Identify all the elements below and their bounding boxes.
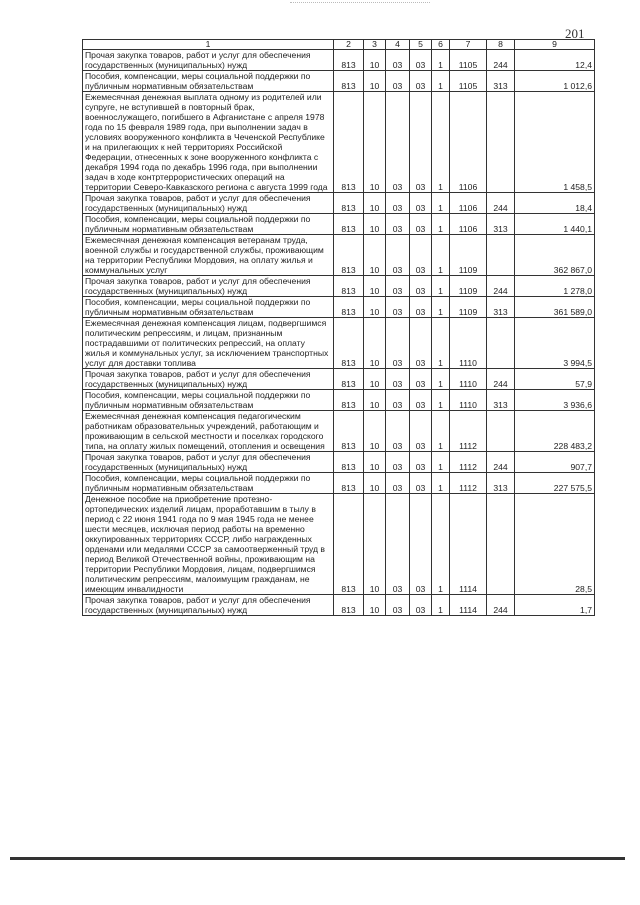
- column-header-1: 1: [83, 40, 334, 50]
- column-header-3: 3: [364, 40, 386, 50]
- row-description: Денежное пособие на приобретение протезно-ортопедических изделий лицам, проработавшим в тылу в период с 22 июня 1941 года по 9 мая 1945 года не менее шести месяцев, исключая период работы на временно оккупированных территориях СССР, либо награжденных орденами или медалями СССР за самоотверженный труд в период Великой Отечественной войны, проживающим на территории Республики Мордовия, лицам, подвергшимся политическим репрессиям, малоимущим гражданам, не имеющим инвалидности: [83, 494, 334, 595]
- row-description: Пособия, компенсации, меры социальной поддержки по публичным нормативным обязательствам: [83, 214, 334, 235]
- row-code-c4: 03: [386, 369, 410, 390]
- table-row: [83, 297, 595, 318]
- row-code-c6: 1: [432, 452, 450, 473]
- row-code-c5: 03: [410, 193, 432, 214]
- row-code-c4: 03: [386, 92, 410, 193]
- column-header-4: 4: [386, 40, 410, 50]
- table-row: [83, 50, 595, 71]
- table-row: [83, 473, 595, 494]
- row-code-c7: 1110: [450, 318, 487, 369]
- row-code-c5: 03: [410, 411, 432, 452]
- column-header-2: 2: [334, 40, 364, 50]
- row-code-c8: 244: [487, 276, 515, 297]
- row-code-c3: 10: [364, 452, 386, 473]
- row-code-c5: 03: [410, 297, 432, 318]
- row-description: Прочая закупка товаров, работ и услуг для обеспечения государственных (муниципальных) нужд: [83, 369, 334, 390]
- row-code-c7: 1114: [450, 494, 487, 595]
- table-row: [83, 390, 595, 411]
- table-row: [83, 452, 595, 473]
- row-code-c4: 03: [386, 276, 410, 297]
- row-code-c7: 1110: [450, 369, 487, 390]
- row-description: Прочая закупка товаров, работ и услуг для обеспечения государственных (муниципальных) нужд: [83, 595, 334, 616]
- row-code-c3: 10: [364, 92, 386, 193]
- row-code-c3: 10: [364, 369, 386, 390]
- row-code-c2: 813: [334, 276, 364, 297]
- row-code-c6: 1: [432, 411, 450, 452]
- row-code-c2: 813: [334, 494, 364, 595]
- row-code-c3: 10: [364, 214, 386, 235]
- row-code-c8: [487, 235, 515, 276]
- row-code-c5: 03: [410, 494, 432, 595]
- row-code-c2: 813: [334, 390, 364, 411]
- row-code-c5: 03: [410, 92, 432, 193]
- row-amount: 1 278,0: [515, 276, 595, 297]
- row-code-c8: 313: [487, 214, 515, 235]
- table-body: [83, 50, 595, 616]
- row-code-c6: 1: [432, 318, 450, 369]
- row-code-c2: 813: [334, 369, 364, 390]
- row-code-c7: 1105: [450, 71, 487, 92]
- row-description: Прочая закупка товаров, работ и услуг для обеспечения государственных (муниципальных) нужд: [83, 452, 334, 473]
- row-code-c5: 03: [410, 71, 432, 92]
- row-description: Ежемесячная денежная компенсация лицам, подвергшимся политическим репрессиям, и лицам, признанным пострадавшими от политических репрессий, на оплату жилья и коммунальных услуг, за исключением транспортных услуг для доставки топлива: [83, 318, 334, 369]
- row-amount: 361 589,0: [515, 297, 595, 318]
- row-code-c5: 03: [410, 390, 432, 411]
- row-code-c3: 10: [364, 473, 386, 494]
- row-amount: 57,9: [515, 369, 595, 390]
- table-row: [83, 276, 595, 297]
- row-code-c4: 03: [386, 390, 410, 411]
- row-code-c6: 1: [432, 595, 450, 616]
- row-code-c6: 1: [432, 193, 450, 214]
- table-row: [83, 92, 595, 193]
- row-code-c7: 1106: [450, 214, 487, 235]
- row-code-c6: 1: [432, 473, 450, 494]
- row-code-c2: 813: [334, 411, 364, 452]
- row-description: Пособия, компенсации, меры социальной поддержки по публичным нормативным обязательствам: [83, 390, 334, 411]
- row-code-c2: 813: [334, 214, 364, 235]
- row-code-c6: 1: [432, 276, 450, 297]
- table-row: [83, 71, 595, 92]
- row-code-c6: 1: [432, 494, 450, 595]
- row-description: Ежемесячная денежная компенсация ветеранам труда, военной службы и государственной службы, проживающим на территории Республики Мордовия, на оплату жилья и коммунальных услуг: [83, 235, 334, 276]
- row-code-c7: 1109: [450, 235, 487, 276]
- scan-artifact: [290, 2, 430, 4]
- row-code-c4: 03: [386, 214, 410, 235]
- row-code-c6: 1: [432, 369, 450, 390]
- row-description: Прочая закупка товаров, работ и услуг для обеспечения государственных (муниципальных) нужд: [83, 50, 334, 71]
- row-code-c5: 03: [410, 595, 432, 616]
- row-code-c2: 813: [334, 50, 364, 71]
- table-row: [83, 411, 595, 452]
- row-code-c2: 813: [334, 452, 364, 473]
- row-code-c8: 244: [487, 193, 515, 214]
- row-code-c4: 03: [386, 452, 410, 473]
- page-number: 201: [565, 26, 585, 41]
- column-header-6: 6: [432, 40, 450, 50]
- row-code-c3: 10: [364, 595, 386, 616]
- row-code-c8: 313: [487, 473, 515, 494]
- row-code-c8: 244: [487, 595, 515, 616]
- row-amount: 228 483,2: [515, 411, 595, 452]
- table-row: [83, 318, 595, 369]
- row-code-c2: 813: [334, 71, 364, 92]
- row-code-c4: 03: [386, 473, 410, 494]
- row-code-c7: 1109: [450, 297, 487, 318]
- row-description: Прочая закупка товаров, работ и услуг для обеспечения государственных (муниципальных) нужд: [83, 276, 334, 297]
- table-row: [83, 595, 595, 616]
- row-amount: 3 936,6: [515, 390, 595, 411]
- row-code-c8: [487, 494, 515, 595]
- row-amount: 1,7: [515, 595, 595, 616]
- row-amount: 227 575,5: [515, 473, 595, 494]
- row-code-c7: 1110: [450, 390, 487, 411]
- row-code-c6: 1: [432, 71, 450, 92]
- row-description: Прочая закупка товаров, работ и услуг для обеспечения государственных (муниципальных) нужд: [83, 193, 334, 214]
- row-code-c6: 1: [432, 390, 450, 411]
- column-header-7: 7: [450, 40, 487, 50]
- row-description: Пособия, компенсации, меры социальной поддержки по публичным нормативным обязательствам: [83, 71, 334, 92]
- row-code-c3: 10: [364, 494, 386, 595]
- row-code-c5: 03: [410, 214, 432, 235]
- row-code-c4: 03: [386, 50, 410, 71]
- row-code-c8: 313: [487, 71, 515, 92]
- row-code-c2: 813: [334, 595, 364, 616]
- row-code-c3: 10: [364, 390, 386, 411]
- row-code-c8: 244: [487, 50, 515, 71]
- row-code-c2: 813: [334, 318, 364, 369]
- row-code-c7: 1112: [450, 411, 487, 452]
- row-code-c5: 03: [410, 452, 432, 473]
- row-code-c2: 813: [334, 235, 364, 276]
- bottom-rule: [10, 857, 625, 860]
- row-description: Ежемесячная денежная выплата одному из родителей или супруге, не вступившей в повторный брак, военнослужащего, погибшего в Афганистане с апреля 1978 года по 15 февраля 1989 года, при выполнении задач в условиях вооруженного конфликта в Чеченской Республике и на прилегающих к ней территориях Российской Федерации, отнесенных к зоне вооруженного конфликта с декабря 1994 года по декабрь 1996 года, при выполнении задач в ходе контртеррористических операций на территории Северо-Кавказского региона с августа 1999 года: [83, 92, 334, 193]
- row-code-c6: 1: [432, 235, 450, 276]
- row-code-c6: 1: [432, 92, 450, 193]
- row-code-c8: 313: [487, 297, 515, 318]
- row-code-c3: 10: [364, 50, 386, 71]
- row-code-c8: 244: [487, 369, 515, 390]
- row-amount: 1 012,6: [515, 71, 595, 92]
- row-code-c3: 10: [364, 193, 386, 214]
- row-code-c4: 03: [386, 71, 410, 92]
- table-row: [83, 214, 595, 235]
- row-amount: 12,4: [515, 50, 595, 71]
- column-header-9: 9: [515, 40, 595, 50]
- row-code-c5: 03: [410, 276, 432, 297]
- row-code-c7: 1112: [450, 452, 487, 473]
- row-code-c6: 1: [432, 50, 450, 71]
- row-code-c2: 813: [334, 297, 364, 318]
- row-code-c3: 10: [364, 276, 386, 297]
- row-code-c4: 03: [386, 318, 410, 369]
- row-code-c4: 03: [386, 235, 410, 276]
- table-row: [83, 494, 595, 595]
- row-code-c5: 03: [410, 50, 432, 71]
- row-code-c5: 03: [410, 473, 432, 494]
- row-code-c8: [487, 92, 515, 193]
- row-code-c3: 10: [364, 411, 386, 452]
- row-code-c3: 10: [364, 235, 386, 276]
- row-amount: 3 994,5: [515, 318, 595, 369]
- row-code-c6: 1: [432, 214, 450, 235]
- row-code-c7: 1114: [450, 595, 487, 616]
- table-row: [83, 193, 595, 214]
- row-code-c8: [487, 318, 515, 369]
- row-amount: 907,7: [515, 452, 595, 473]
- row-code-c4: 03: [386, 494, 410, 595]
- row-amount: 28,5: [515, 494, 595, 595]
- row-code-c5: 03: [410, 369, 432, 390]
- row-description: Ежемесячная денежная компенсация педагогическим работникам образовательных учреждений, работающим и проживающим в сельской местности и поселках городского типа, на оплату жилых помещений, отопления и освещения: [83, 411, 334, 452]
- row-code-c4: 03: [386, 193, 410, 214]
- row-amount: 18,4: [515, 193, 595, 214]
- column-header-5: 5: [410, 40, 432, 50]
- row-code-c4: 03: [386, 595, 410, 616]
- row-amount: 362 867,0: [515, 235, 595, 276]
- row-description: Пособия, компенсации, меры социальной поддержки по публичным нормативным обязательствам: [83, 473, 334, 494]
- row-code-c7: 1112: [450, 473, 487, 494]
- row-code-c3: 10: [364, 318, 386, 369]
- row-code-c8: [487, 411, 515, 452]
- row-code-c4: 03: [386, 297, 410, 318]
- row-code-c3: 10: [364, 71, 386, 92]
- row-code-c7: 1109: [450, 276, 487, 297]
- row-amount: 1 458,5: [515, 92, 595, 193]
- table-row: [83, 235, 595, 276]
- column-header-8: 8: [487, 40, 515, 50]
- row-code-c3: 10: [364, 297, 386, 318]
- budget-table: [82, 39, 595, 616]
- table-row: [83, 369, 595, 390]
- row-code-c5: 03: [410, 318, 432, 369]
- row-code-c8: 313: [487, 390, 515, 411]
- header-row: [83, 40, 595, 50]
- row-description: Пособия, компенсации, меры социальной поддержки по публичным нормативным обязательствам: [83, 297, 334, 318]
- row-code-c7: 1106: [450, 193, 487, 214]
- row-code-c2: 813: [334, 92, 364, 193]
- row-code-c8: 244: [487, 452, 515, 473]
- row-amount: 1 440,1: [515, 214, 595, 235]
- row-code-c5: 03: [410, 235, 432, 276]
- row-code-c7: 1106: [450, 92, 487, 193]
- row-code-c4: 03: [386, 411, 410, 452]
- row-code-c2: 813: [334, 473, 364, 494]
- row-code-c7: 1105: [450, 50, 487, 71]
- row-code-c6: 1: [432, 297, 450, 318]
- row-code-c2: 813: [334, 193, 364, 214]
